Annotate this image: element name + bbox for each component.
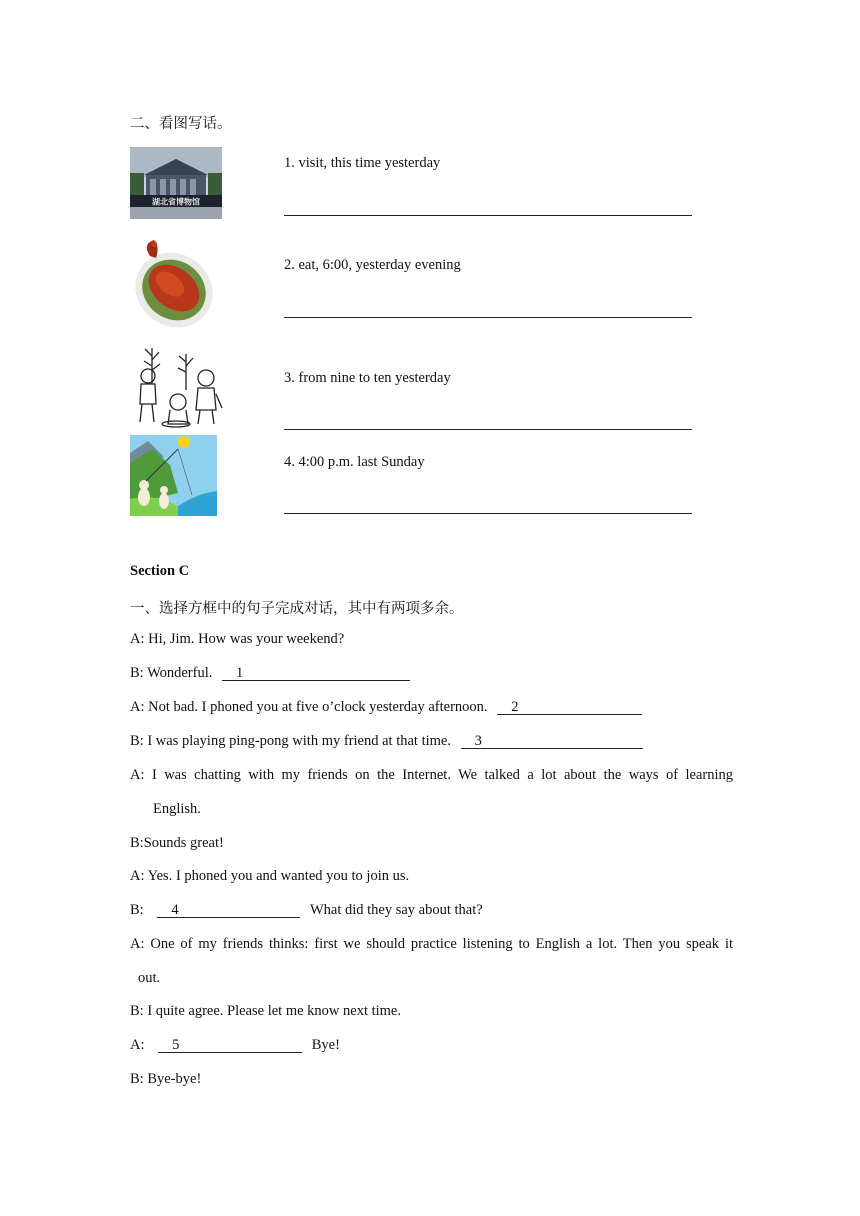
prompt-2: 2. eat, 6:00, yesterday evening bbox=[284, 257, 461, 273]
dialogue-line bbox=[130, 733, 643, 750]
speaker-label: A: bbox=[130, 631, 145, 647]
speaker-label: A: bbox=[130, 699, 145, 715]
dialogue-text: I was playing ping-pong with my friend at that time. bbox=[147, 733, 451, 749]
dialogue-text: I was chatting with my friends on the Internet. We talked a lot about the ways of learning bbox=[151, 767, 733, 783]
speaker-label: A: bbox=[130, 767, 145, 783]
dialogue-text: Wonderful. bbox=[147, 665, 213, 681]
answer-blank-2[interactable]: 2 bbox=[497, 699, 642, 715]
answer-line-4[interactable] bbox=[284, 513, 692, 514]
speaker-label: B: bbox=[130, 665, 144, 681]
dialogue-text: Sounds great! bbox=[143, 835, 224, 851]
dialogue-line bbox=[130, 902, 483, 919]
dialogue-line bbox=[130, 631, 344, 648]
answer-blank-4[interactable]: 4 bbox=[157, 902, 300, 918]
museum-photo bbox=[130, 147, 222, 219]
dialogue-continuation: out. bbox=[138, 970, 161, 986]
dialogue-text: I quite agree. Please let me know next time. bbox=[147, 1003, 401, 1019]
kids-planting-trees-drawing bbox=[130, 344, 224, 428]
speaker-label: B: bbox=[130, 1071, 144, 1087]
answer-blank-5[interactable]: 5 bbox=[158, 1037, 302, 1053]
section-c-instruction: 一、选择方框中的句子完成对话，其中有两项多余。 bbox=[130, 601, 464, 617]
dialogue-line bbox=[130, 936, 733, 953]
speaker-label: B: bbox=[130, 1003, 144, 1019]
speaker-label: B: bbox=[130, 733, 144, 749]
dialogue-line bbox=[130, 868, 409, 885]
dialogue-text: One of my friends thinks: first we should practice listening to English a lot. Then you speak it bbox=[150, 936, 733, 952]
section-c-title: Section C bbox=[130, 563, 190, 579]
dialogue-text: Not bad. I phoned you at five o’clock yesterday afternoon. bbox=[148, 699, 488, 715]
prompt-3: 3. from nine to ten yesterday bbox=[284, 370, 451, 386]
speaker-label: B: bbox=[130, 835, 144, 851]
prompt-4: 4. 4:00 p.m. last Sunday bbox=[284, 454, 425, 470]
dialogue-text: Yes. I phoned you and wanted you to join us. bbox=[147, 868, 410, 884]
answer-line-3[interactable] bbox=[284, 429, 692, 430]
speaker-label: A: bbox=[130, 1037, 145, 1053]
dialogue-text: Bye-bye! bbox=[147, 1071, 202, 1087]
section-heading: 二、看图写话。 bbox=[130, 116, 232, 132]
dialogue-line bbox=[130, 1037, 340, 1054]
speaker-label: A: bbox=[130, 868, 145, 884]
museum-sign-text: 湖北省博物馆 bbox=[152, 197, 200, 207]
dialogue-text: What did they say about that? bbox=[309, 902, 483, 918]
roast-duck-photo bbox=[130, 236, 220, 330]
answer-blank-3[interactable]: 3 bbox=[461, 733, 643, 749]
dialogue-line bbox=[130, 1003, 401, 1020]
dialogue-line bbox=[130, 665, 410, 682]
dialogue-line bbox=[130, 835, 224, 852]
dialogue-line bbox=[130, 1071, 201, 1088]
answer-blank-1[interactable]: 1 bbox=[222, 665, 410, 681]
answer-line-1[interactable] bbox=[284, 215, 692, 216]
answer-line-2[interactable] bbox=[284, 317, 692, 318]
speaker-label: A: bbox=[130, 936, 145, 952]
dialogue-text: Hi, Jim. How was your weekend? bbox=[148, 631, 345, 647]
dialogue-continuation: English. bbox=[153, 801, 201, 817]
speaker-label: B: bbox=[130, 902, 144, 918]
dialogue-text: Bye! bbox=[311, 1037, 340, 1053]
dialogue-line bbox=[130, 767, 733, 784]
dialogue-line bbox=[130, 699, 642, 716]
fishing-by-river-cartoon bbox=[130, 435, 217, 516]
prompt-1: 1. visit, this time yesterday bbox=[284, 155, 441, 171]
